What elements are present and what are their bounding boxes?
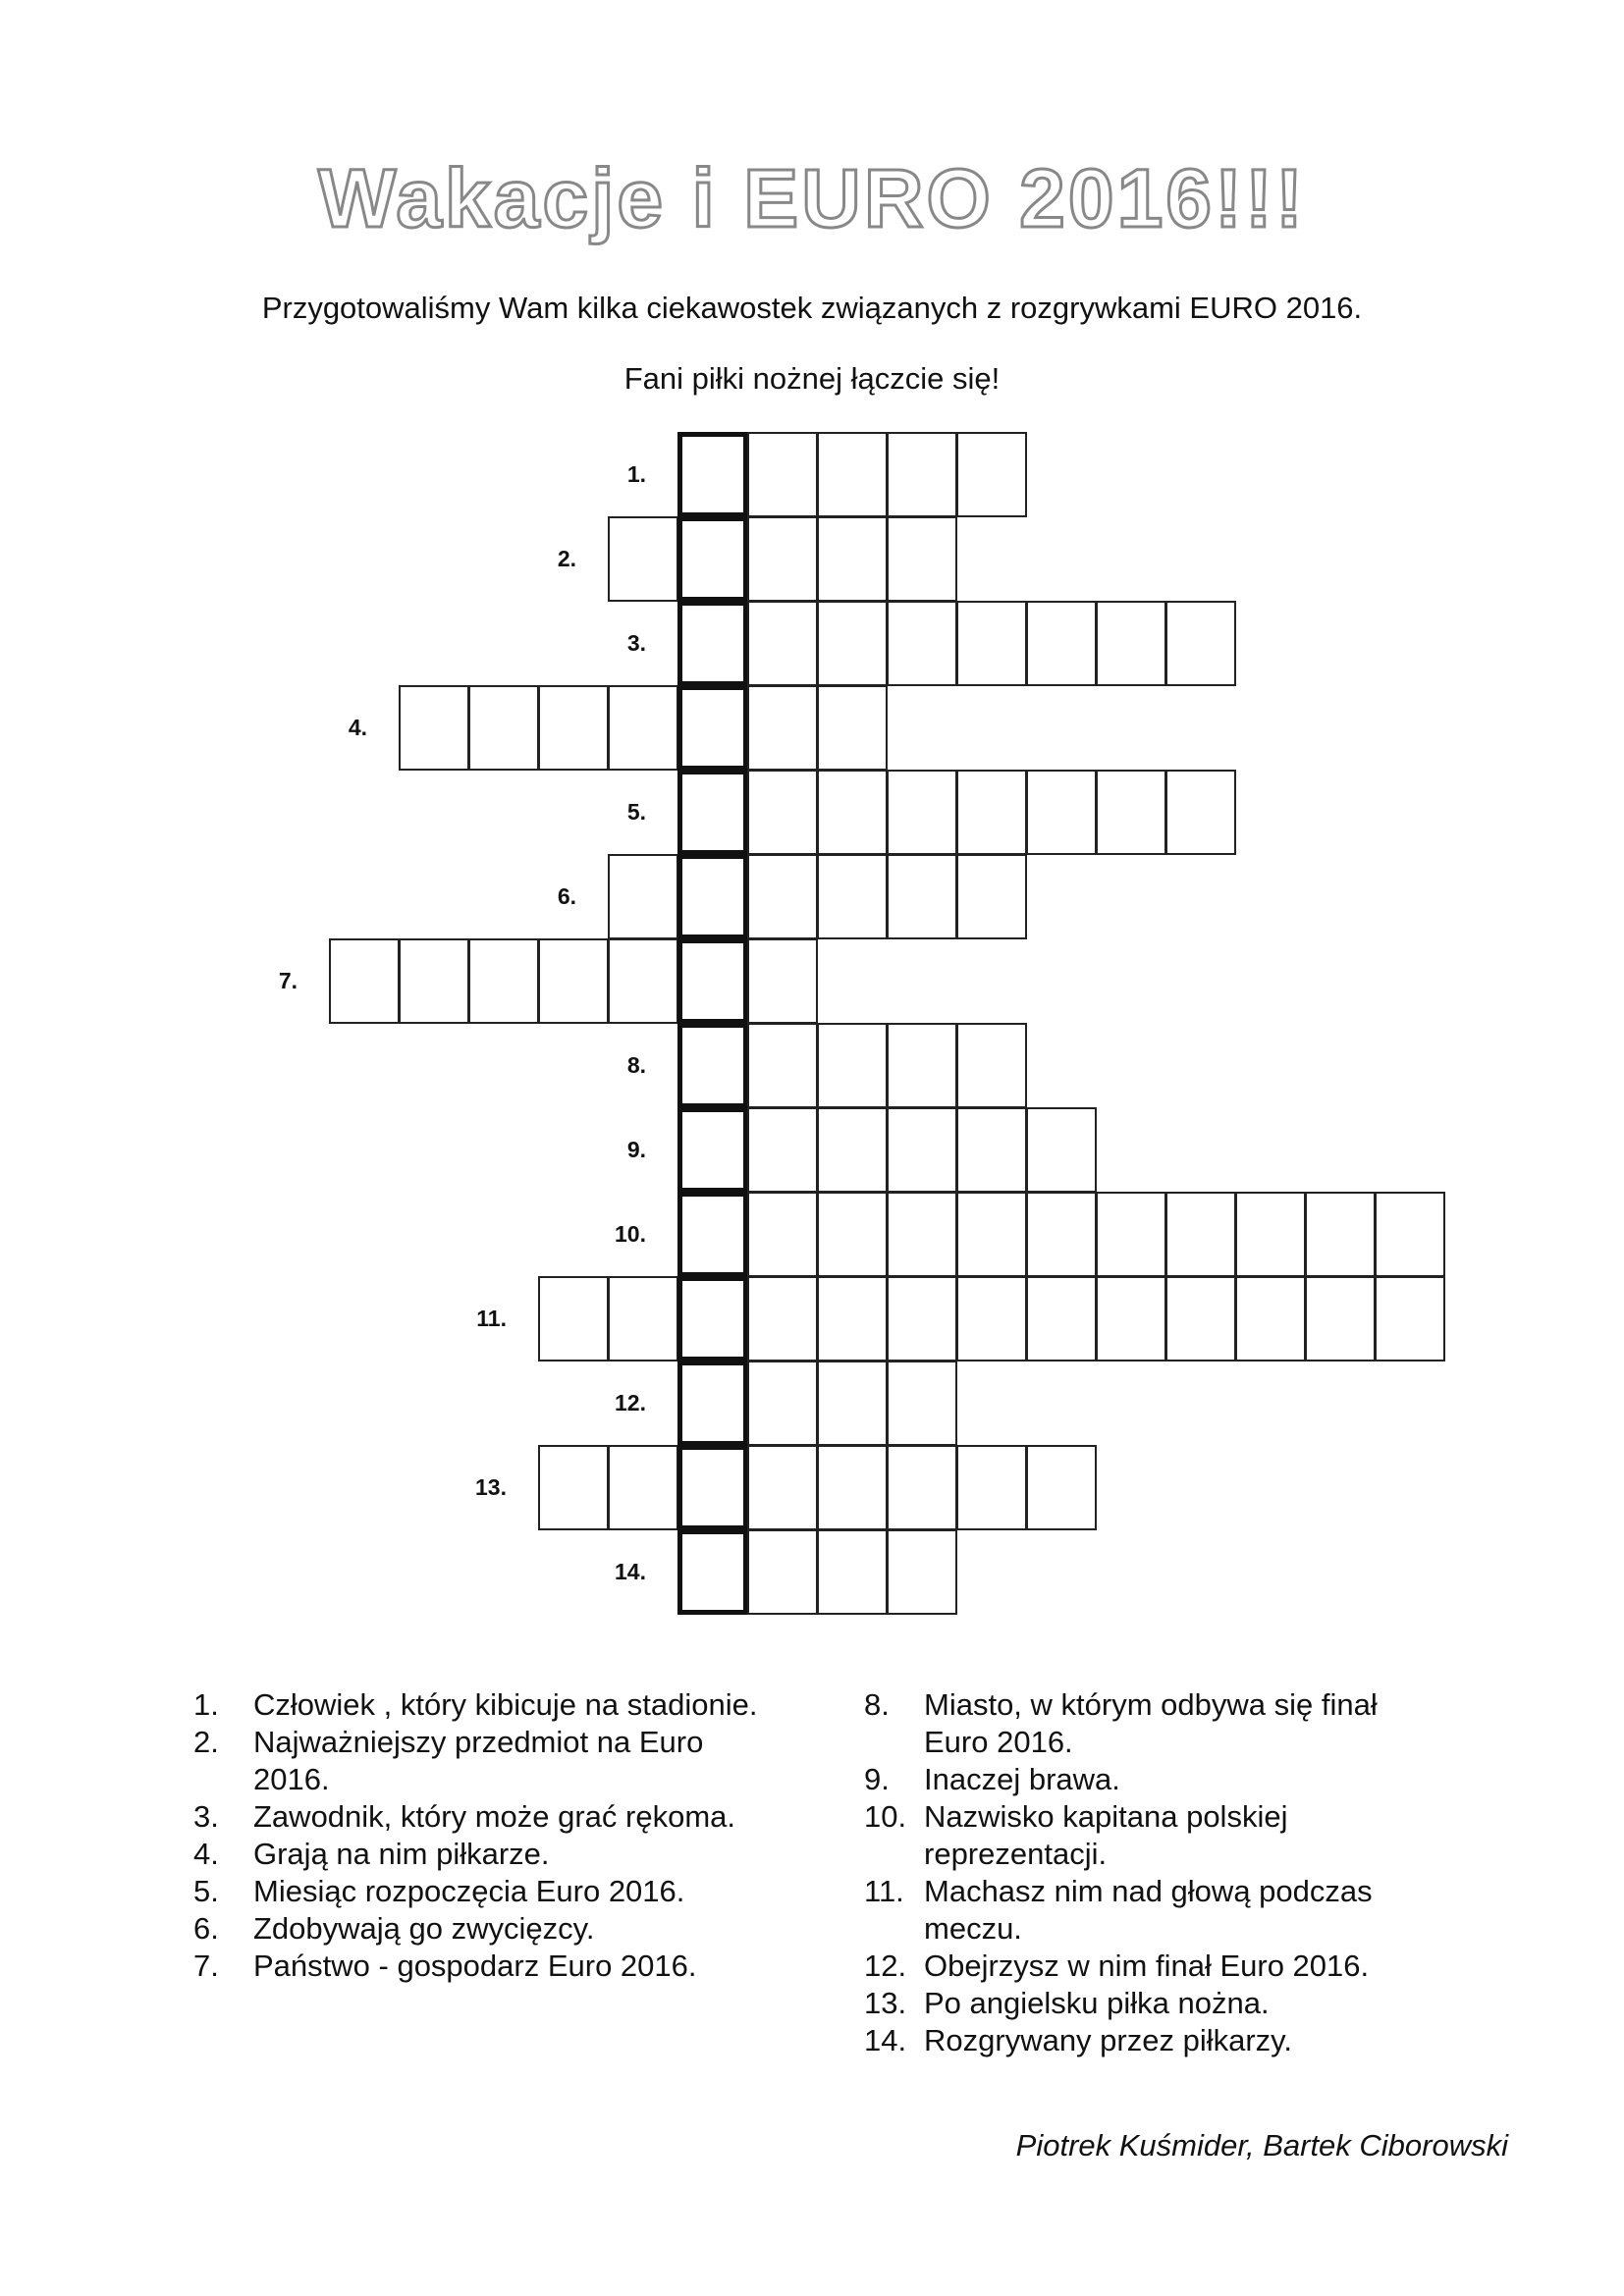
crossword-key-cell[interactable] — [677, 1192, 748, 1277]
crossword-cell[interactable] — [1096, 1276, 1166, 1362]
clue-text: Nazwisko kapitana polskiej reprezentacji. — [924, 1799, 1288, 1871]
intro-text: Przygotowaliśmy Wam kilka ciekawostek związanych z rozgrywkami EURO 2016. — [261, 291, 1363, 325]
crossword-cell[interactable] — [1026, 1107, 1097, 1193]
clue-text: Zdobywają go zwycięzcy. — [253, 1911, 595, 1946]
crossword-cell[interactable] — [1375, 1192, 1445, 1277]
crossword-cell[interactable] — [538, 1445, 609, 1530]
crossword-cell[interactable] — [887, 854, 957, 939]
crossword-cell[interactable] — [747, 1445, 818, 1530]
crossword-cell[interactable] — [956, 854, 1027, 939]
clue-number: 3. — [193, 1799, 219, 1834]
crossword-cell[interactable] — [538, 685, 609, 771]
crossword-cell[interactable] — [817, 516, 888, 602]
crossword-key-cell[interactable] — [677, 1361, 748, 1446]
crossword-cell[interactable] — [956, 1107, 1027, 1193]
clue-text: Najważniejszy przedmiot na Euro 2016. — [253, 1725, 704, 1796]
crossword-cell[interactable] — [956, 1192, 1027, 1277]
intro-slogan: Fani piłki nożnej łączcie się! — [623, 361, 1001, 396]
clue-text: Państwo - gospodarz Euro 2016. — [253, 1949, 697, 1983]
crossword-cell[interactable] — [399, 938, 469, 1024]
clue-item — [864, 1686, 1414, 1761]
crossword-cell[interactable] — [887, 1023, 957, 1108]
crossword-cell[interactable] — [1096, 601, 1166, 686]
crossword-cell[interactable] — [887, 770, 957, 855]
crossword-cell[interactable] — [608, 854, 678, 939]
crossword-cell[interactable] — [817, 1445, 888, 1530]
crossword-cell[interactable] — [817, 1192, 888, 1277]
crossword-cell[interactable] — [956, 1023, 1027, 1108]
clue-text: Miesiąc rozpoczęcia Euro 2016. — [253, 1874, 685, 1908]
crossword-cell[interactable] — [608, 938, 678, 1024]
crossword-cell[interactable] — [817, 685, 888, 771]
crossword-cell[interactable] — [747, 1192, 818, 1277]
crossword-cell[interactable] — [329, 938, 400, 1024]
crossword-cell[interactable] — [956, 601, 1027, 686]
crossword-cell[interactable] — [817, 1107, 888, 1193]
clue-number: 5. — [193, 1874, 219, 1908]
page-title: Wakacje i EURO 2016!!! — [318, 152, 1306, 244]
clue-number: 13. — [864, 1986, 907, 2020]
crossword-key-cell[interactable] — [677, 1107, 748, 1193]
clue-item — [864, 1873, 1414, 1948]
clue-item — [864, 1985, 1414, 2022]
crossword-cell[interactable] — [887, 1107, 957, 1193]
crossword-cell[interactable] — [887, 1192, 957, 1277]
crossword-cell[interactable] — [1235, 1276, 1306, 1362]
clue-item — [193, 1836, 783, 1873]
crossword-cell[interactable] — [1026, 770, 1097, 855]
crossword-cell[interactable] — [1165, 770, 1236, 855]
authors: Piotrek Kuśmider, Bartek Ciborowski — [1015, 2128, 1508, 2163]
crossword-key-cell[interactable] — [677, 1023, 748, 1108]
clue-text: Grają na nim piłkarze. — [253, 1837, 550, 1871]
crossword-cell[interactable] — [1026, 601, 1097, 686]
crossword-cell[interactable] — [747, 1276, 818, 1362]
crossword-cell[interactable] — [956, 770, 1027, 855]
crossword-key-cell[interactable] — [677, 1445, 748, 1530]
clue-number: 11. — [864, 1874, 904, 1908]
clue-item — [193, 1873, 783, 1910]
clue-item — [193, 1910, 783, 1948]
row-number: 1. — [626, 461, 646, 487]
crossword-cell[interactable] — [1305, 1276, 1376, 1362]
row-number: 6. — [557, 883, 576, 909]
clue-number: 7. — [193, 1949, 219, 1983]
crossword-cell[interactable] — [887, 1445, 957, 1530]
clue-item — [193, 1948, 783, 1985]
row-number: 3. — [626, 630, 646, 656]
crossword-cell[interactable] — [538, 1276, 609, 1362]
crossword-cell[interactable] — [399, 685, 469, 771]
crossword-cell[interactable] — [1165, 601, 1236, 686]
clue-item — [864, 2022, 1414, 2059]
crossword-cell[interactable] — [817, 1529, 888, 1615]
crossword-key-cell[interactable] — [677, 854, 748, 939]
row-number: 4. — [348, 715, 367, 740]
crossword-cell[interactable] — [747, 432, 818, 517]
clue-text: Człowiek , który kibicuje na stadionie. — [253, 1687, 758, 1722]
clue-number: 4. — [193, 1837, 219, 1871]
row-number: 12. — [615, 1390, 646, 1415]
clue-number: 14. — [864, 2023, 907, 2057]
crossword-cell[interactable] — [747, 516, 818, 602]
clue-text: Inaczej brawa. — [924, 1762, 1120, 1796]
crossword-cell[interactable] — [817, 432, 888, 517]
crossword-cell[interactable] — [1165, 1276, 1236, 1362]
row-number: 11. — [476, 1306, 507, 1331]
row-number: 7. — [278, 968, 298, 993]
crossword-cell[interactable] — [608, 1276, 678, 1362]
crossword-cell[interactable] — [887, 1361, 957, 1446]
clue-number: 8. — [864, 1687, 890, 1722]
clue-number: 2. — [193, 1725, 219, 1759]
row-number: 9. — [626, 1137, 646, 1162]
row-number: 10. — [615, 1221, 646, 1247]
crossword-key-cell[interactable] — [677, 516, 748, 602]
crossword-cell[interactable] — [608, 1445, 678, 1530]
crossword-cell[interactable] — [887, 1529, 957, 1615]
clue-number: 10. — [864, 1799, 907, 1834]
crossword-cell[interactable] — [1235, 1192, 1306, 1277]
crossword-cell[interactable] — [1026, 1192, 1097, 1277]
clue-text: Obejrzysz w nim finał Euro 2016. — [924, 1949, 1370, 1983]
clue-item — [193, 1798, 783, 1836]
crossword-cell[interactable] — [747, 1361, 818, 1446]
crossword-cell[interactable] — [608, 685, 678, 771]
crossword-cell[interactable] — [1096, 1192, 1166, 1277]
clue-text: Machasz nim nad głową podczas meczu. — [924, 1874, 1373, 1946]
clue-text: Zawodnik, który może grać rękoma. — [253, 1799, 736, 1834]
crossword-key-cell[interactable] — [677, 770, 748, 855]
crossword-cell[interactable] — [817, 1023, 888, 1108]
crossword-key-cell[interactable] — [677, 1529, 748, 1615]
clue-text: Miasto, w którym odbywa się finał Euro 2016. — [924, 1687, 1378, 1759]
crossword-cell[interactable] — [747, 854, 818, 939]
clue-item — [864, 1948, 1414, 1985]
clue-number: 9. — [864, 1762, 890, 1796]
crossword-cell[interactable] — [538, 938, 609, 1024]
crossword-cell[interactable] — [956, 1276, 1027, 1362]
crossword-key-cell[interactable] — [677, 1276, 748, 1362]
crossword-cell[interactable] — [1165, 1192, 1236, 1277]
crossword-cell[interactable] — [817, 1361, 888, 1446]
crossword-cell[interactable] — [1375, 1276, 1445, 1362]
crossword-key-cell[interactable] — [677, 601, 748, 686]
row-number: 14. — [615, 1559, 646, 1584]
crossword-cell[interactable] — [747, 601, 818, 686]
clue-item — [193, 1686, 783, 1724]
crossword-cell[interactable] — [1026, 1276, 1097, 1362]
crossword-cell[interactable] — [887, 432, 957, 517]
clue-item — [193, 1724, 783, 1798]
crossword-cell[interactable] — [817, 601, 888, 686]
crossword-key-cell[interactable] — [677, 938, 748, 1024]
crossword-cell[interactable] — [817, 854, 888, 939]
row-number: 8. — [626, 1052, 646, 1078]
crossword-cell[interactable] — [887, 516, 957, 602]
crossword-cell[interactable] — [747, 1529, 818, 1615]
crossword-key-cell[interactable] — [677, 432, 748, 517]
clue-number: 1. — [193, 1687, 219, 1722]
row-number: 2. — [557, 546, 576, 571]
crossword-cell[interactable] — [468, 938, 539, 1024]
crossword-cell[interactable] — [956, 432, 1027, 517]
crossword-cell[interactable] — [956, 1445, 1027, 1530]
clue-item — [864, 1761, 1414, 1798]
crossword-cell[interactable] — [1096, 770, 1166, 855]
crossword-cell[interactable] — [1305, 1192, 1376, 1277]
crossword-cell[interactable] — [817, 1276, 888, 1362]
clue-text: Rozgrywany przez piłkarzy. — [924, 2023, 1292, 2057]
crossword-cell[interactable] — [747, 685, 818, 771]
crossword-cell[interactable] — [747, 938, 818, 1024]
crossword-cell[interactable] — [608, 516, 678, 602]
crossword-cell[interactable] — [1026, 1445, 1097, 1530]
crossword-cell[interactable] — [747, 1107, 818, 1193]
clue-number: 12. — [864, 1949, 907, 1983]
crossword-cell[interactable] — [747, 770, 818, 855]
crossword-cell[interactable] — [468, 685, 539, 771]
clue-text: Po angielsku piłka nożna. — [924, 1986, 1270, 2020]
crossword-cell[interactable] — [747, 1023, 818, 1108]
crossword-cell[interactable] — [887, 601, 957, 686]
crossword-cell[interactable] — [817, 770, 888, 855]
clue-list-left — [193, 1686, 783, 1985]
row-number: 13. — [475, 1474, 507, 1500]
clue-list-right — [864, 1686, 1414, 2059]
clue-number: 6. — [193, 1911, 219, 1946]
crossword-key-cell[interactable] — [677, 685, 748, 771]
crossword-cell[interactable] — [887, 1276, 957, 1362]
clue-item — [864, 1798, 1414, 1873]
row-number: 5. — [626, 799, 646, 825]
